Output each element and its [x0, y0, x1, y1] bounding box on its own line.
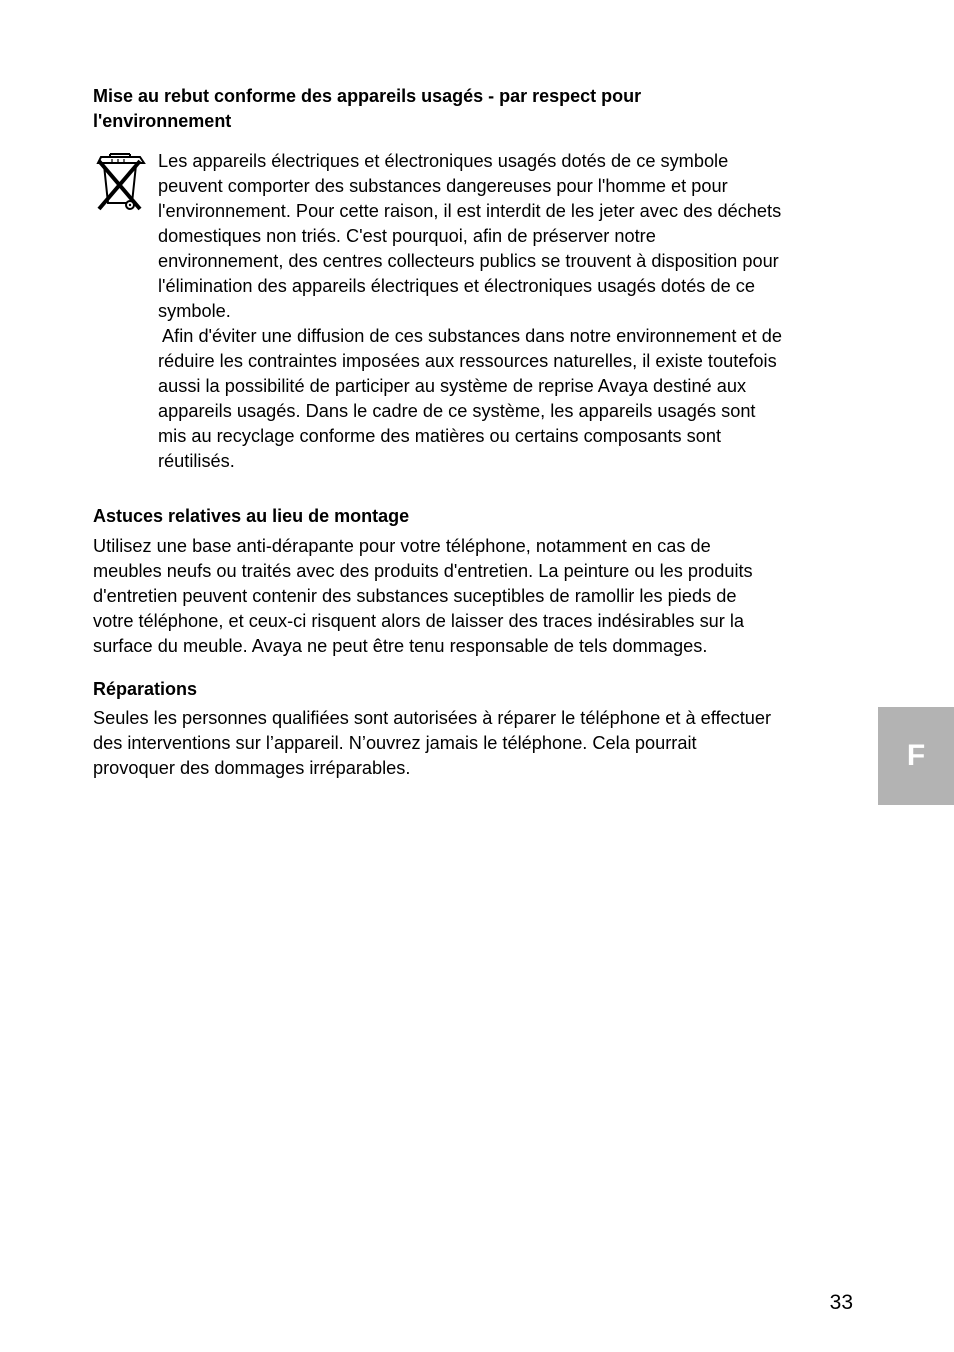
repairs-line: Seules les personnes qualifiées sont autorisées à réparer le téléphone et à effectuer: [93, 708, 772, 728]
disposal-line: Afin d'éviter une diffusion de ces substances dans notre environnement et de: [158, 326, 782, 346]
disposal-line: peuvent comporter des substances dangereuses pour l'homme et pour: [158, 176, 728, 196]
disposal-heading: [93, 84, 793, 134]
mounting-text: [93, 534, 853, 659]
repairs-line: des interventions sur l’appareil. N’ouvrez jamais le téléphone. Cela pourrait: [93, 733, 697, 753]
disposal-line: symbole.: [158, 301, 231, 321]
disposal-heading-line-1: Mise au rebut conforme des appareils usagés - par respect pour: [93, 86, 642, 106]
disposal-line: réduire les contraintes imposées aux ressources naturelles, il existe toutefois: [158, 351, 777, 371]
mounting-line: meubles neufs ou traités avec des produits d'entretien. La peinture ou les produits: [93, 561, 753, 581]
disposal-line: l'environnement. Pour cette raison, il est interdit de les jeter avec des déchets: [158, 201, 782, 221]
disposal-text: [158, 149, 858, 474]
mounting-line: votre téléphone, et ceux-ci risquent alors de laisser des traces indésirables sur la: [93, 611, 745, 631]
disposal-line: domestiques non triés. C'est pourquoi, afin de préserver notre: [158, 226, 656, 246]
language-tab-label: F: [906, 739, 926, 772]
disposal-line: environnement, des centres collecteurs publics se trouvent à disposition pour: [158, 251, 779, 271]
mounting-line: surface du meuble. Avaya ne peut être tenu responsable de tels dommages.: [93, 636, 708, 656]
page-number: 33: [829, 1291, 853, 1314]
repairs-line: provoquer des dommages irréparables.: [93, 758, 411, 778]
disposal-line: mis au recyclage conforme des matières ou certains composants sont: [158, 426, 722, 446]
crossed-out-wheelie-bin-icon: [96, 151, 146, 213]
mounting-line: d'entretien peuvent contenir des substances suceptibles de ramollir les pieds de: [93, 586, 737, 606]
repairs-text: [93, 706, 853, 781]
language-tab: [878, 707, 954, 805]
disposal-line: réutilisés.: [158, 451, 235, 471]
mounting-heading: Astuces relatives au lieu de montage: [93, 506, 410, 526]
disposal-line: appareils usagés. Dans le cadre de ce système, les appareils usagés sont: [158, 401, 756, 421]
repairs-heading: Réparations: [93, 679, 198, 699]
mounting-line: Utilisez une base anti-dérapante pour votre téléphone, notamment en cas de: [93, 536, 711, 556]
disposal-line: l'élimination des appareils électriques et électroniques usagés dotés de ce: [158, 276, 755, 296]
disposal-line: aussi la possibilité de participer au système de reprise Avaya destiné aux: [158, 376, 747, 396]
disposal-heading-line-2: l'environnement: [93, 111, 232, 131]
disposal-line: Les appareils électriques et électroniques usagés dotés de ce symbole: [158, 151, 729, 171]
